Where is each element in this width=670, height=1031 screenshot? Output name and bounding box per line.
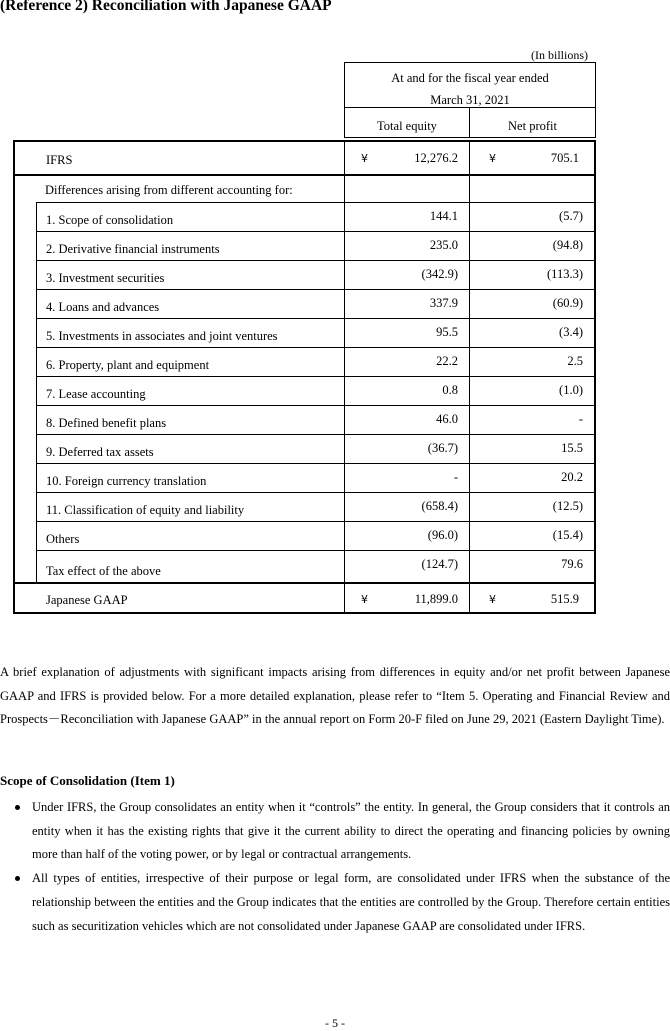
profit-cell [469,435,596,463]
equity-cell [344,232,469,260]
equity-cell [344,493,469,521]
page-number: - 5 - [325,1016,345,1030]
bullet-icon [15,805,20,810]
equity-value: 337.9 [429,296,458,310]
list-item [0,867,670,938]
table-row [37,550,596,582]
ifrs-equity-yen: ¥ [361,152,368,165]
row-label: 3. Investment securities [46,271,165,285]
equity-value: - [453,470,458,484]
profit-cell [469,348,596,376]
profit-cell [469,290,596,318]
equity-value: (342.9) [421,267,458,281]
ifrs-divider [469,140,470,176]
jgaap-divider [469,582,470,614]
equity-cell [344,551,469,582]
explanation-paragraph: A brief explanation of adjustments with significant impacts arising from differences in equity and/or net profit between Japanese GAAP and IFRS is provided below. For a more detailed explanation, please refer to “Item 5. Operating and Financial Review and Prospects－Reconciliation with Japanese GAAP” in the annual report on Form 20-F filed on June 29, 2021 (Eastern Daylight Time). [0,665,670,727]
total-equity-header: Total equity [344,108,470,138]
equity-value: 235.0 [429,238,458,252]
profit-cell [469,203,596,231]
profit-value: (15.4) [552,528,583,542]
equity-cell [344,464,469,492]
equity-value: (124.7) [421,557,458,571]
equity-value: (36.7) [427,441,458,455]
profit-cell [469,406,596,434]
equity-cell [344,261,469,289]
ifrs-row [13,140,596,176]
equity-cell [344,406,469,434]
ifrs-profit-yen: ¥ [489,152,496,165]
equity-cell [344,348,469,376]
equity-value: 95.5 [436,325,458,339]
unit-note: (In billions) [531,48,588,62]
row-label: 1. Scope of consolidation [46,213,174,227]
differences-heading: Differences arising from different accounting for: [45,183,293,197]
profit-value: - [578,412,583,426]
equity-cell [344,435,469,463]
table-row [37,521,596,550]
bullet-list [0,796,670,938]
table-row [37,231,596,260]
section-heading: Scope of Consolidation (Item 1) [0,773,175,788]
profit-value: (3.4) [559,325,583,339]
ifrs-equity-value: 12,276.2 [414,151,458,165]
ifrs-divider [344,140,345,176]
japanese-gaap-row [13,582,596,614]
row-label: 6. Property, plant and equipment [46,358,210,372]
bullet-text: Under IFRS, the Group consolidates an entity when it “controls” the entity. In general, the Group considers that it controls an entity when it has the existing rights that give it the current ability to direct the operating and financing policies by owning more than half of the voting power, or by legal or contractual arrangements. [32,800,670,862]
period-header [344,62,596,108]
profit-value: (94.8) [552,238,583,252]
profit-value: 79.6 [561,557,583,571]
period-line-2: March 31, 2021 [430,93,510,107]
table-row [37,376,596,405]
row-label: 10. Foreign currency translation [46,474,207,488]
profit-cell [469,232,596,260]
equity-value: 0.8 [442,383,458,397]
equity-value: 144.1 [429,209,458,223]
table-row [37,260,596,289]
ifrs-label: IFRS [46,153,73,167]
table-row [37,347,596,376]
jgaap-equity-value: 11,899.0 [414,592,458,606]
profit-value: (5.7) [559,209,583,223]
equity-cell [344,290,469,318]
profit-cell [469,377,596,405]
table-row [37,202,596,231]
profit-cell [469,551,596,582]
profit-value: (60.9) [552,296,583,310]
bullet-icon [15,876,20,881]
table-row [37,492,596,521]
profit-cell [469,464,596,492]
equity-value: (658.4) [421,499,458,513]
profit-value: (113.3) [547,267,583,281]
profit-cell [469,522,596,550]
row-label: 8. Defined benefit plans [46,416,167,430]
table-row [37,434,596,463]
equity-cell [344,522,469,550]
profit-value: (12.5) [552,499,583,513]
profit-value: 20.2 [561,470,583,484]
equity-cell [344,319,469,347]
net-profit-header: Net profit [469,108,596,138]
heading-cell-divider [344,176,345,202]
equity-cell [344,377,469,405]
row-label: 7. Lease accounting [46,387,146,401]
row-label: 11. Classification of equity and liability [46,503,245,517]
table-row [37,463,596,492]
equity-value: 22.2 [436,354,458,368]
profit-value: (1.0) [559,383,583,397]
profit-cell [469,261,596,289]
profit-cell [469,493,596,521]
equity-value: (96.0) [427,528,458,542]
ifrs-profit-value: 705.1 [550,151,579,165]
period-line-1: At and for the fiscal year ended [391,71,549,85]
japanese-gaap-label: Japanese GAAP [46,593,128,607]
heading-cell-divider [469,176,470,202]
row-label: 5. Investments in associates and joint ventures [46,329,278,343]
equity-value: 46.0 [436,412,458,426]
row-label: 4. Loans and advances [46,300,160,314]
table-row [37,318,596,347]
profit-cell [469,319,596,347]
row-label: Others [46,532,80,546]
table-row [37,289,596,318]
profit-value: 15.5 [561,441,583,455]
jgaap-profit-value: 515.9 [550,592,579,606]
profit-value: 2.5 [567,354,583,368]
row-label: Tax effect of the above [46,564,161,578]
list-item [0,796,670,867]
row-label: 2. Derivative financial instruments [46,242,220,256]
equity-cell [344,203,469,231]
row-label: 9. Deferred tax assets [46,445,154,459]
bullet-text: All types of entities, irrespective of their purpose or legal form, are consolidated under IFRS when the substance of the relationship between the entities and the Group indicates that the entities are controlled by the Group. Therefore certain entities such as securitization vehicles which are not consolidated under Japanese GAAP are consolidated under IFRS. [32,871,670,933]
jgaap-equity-yen: ¥ [361,593,368,606]
page-title: (Reference 2) Reconciliation with Japanese GAAP [0,0,332,14]
jgaap-divider [344,582,345,614]
jgaap-profit-yen: ¥ [489,593,496,606]
table-row [37,405,596,434]
